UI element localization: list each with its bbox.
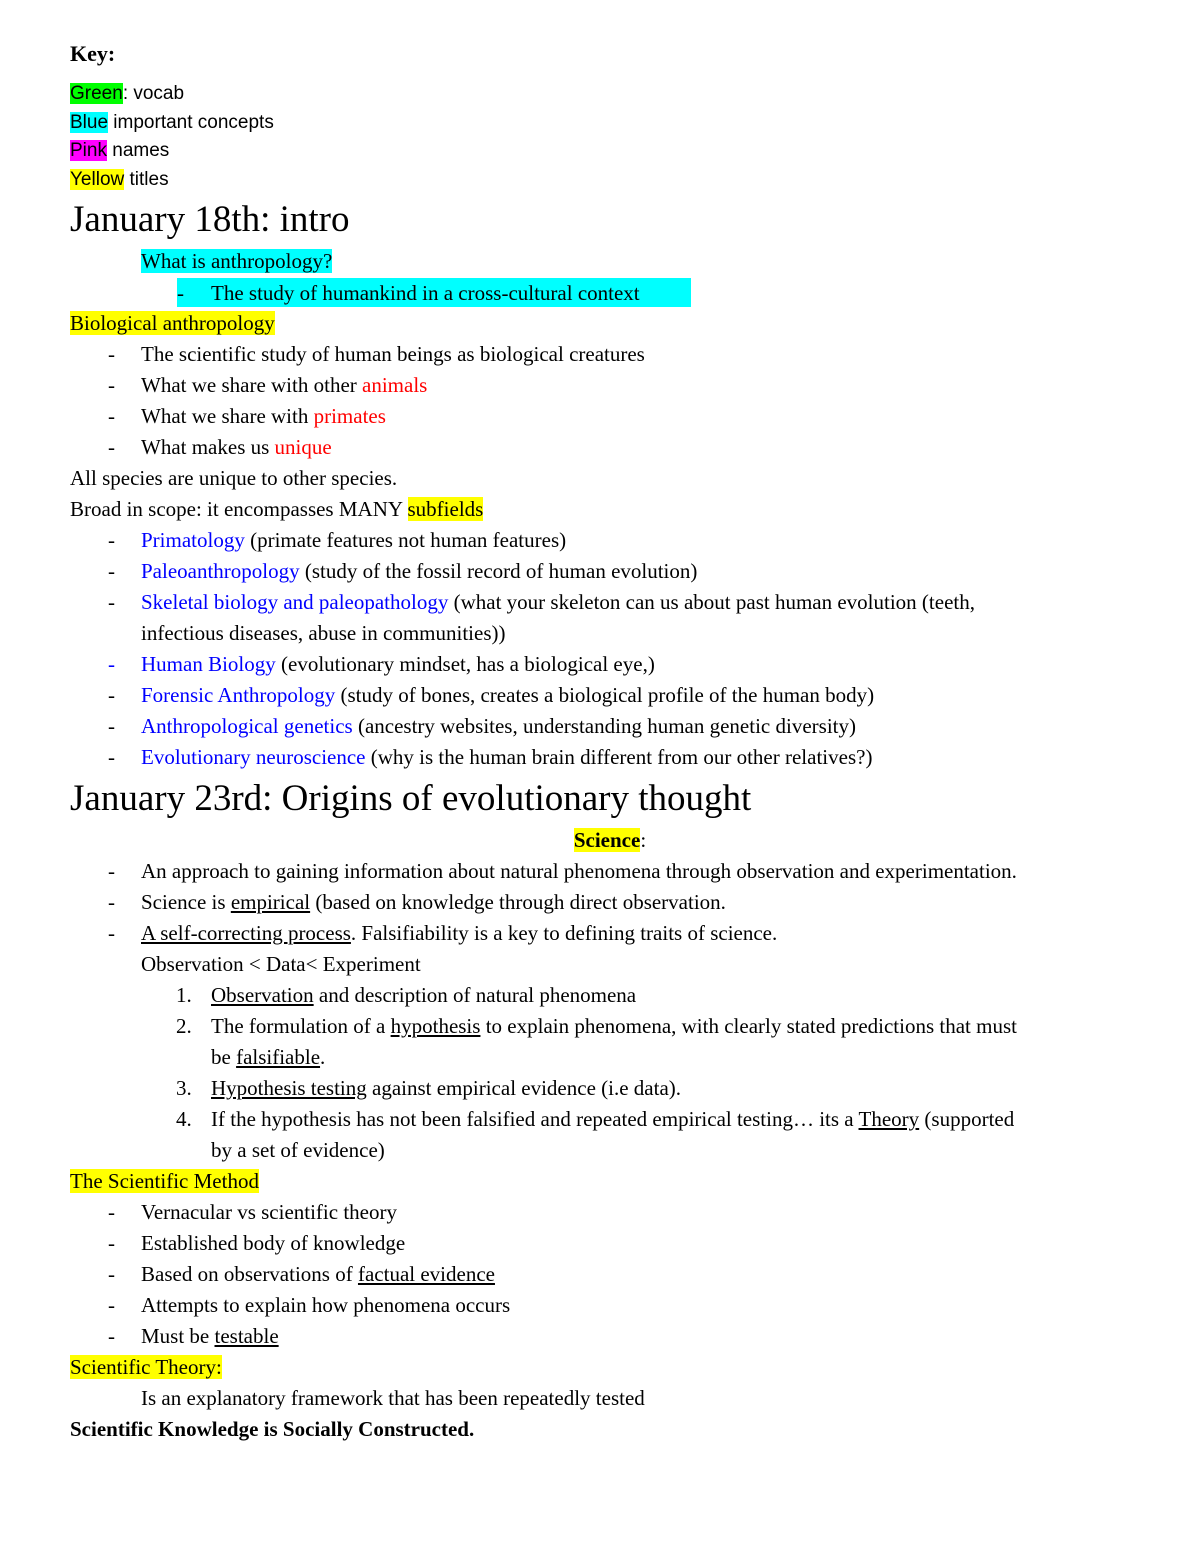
bio-bullet <box>70 370 1150 401</box>
science-bullet <box>70 887 1150 918</box>
science-bullet <box>70 856 1150 887</box>
key-item-yellow <box>70 166 1150 195</box>
bullet-dash: - <box>108 1293 115 1317</box>
subfield-desc: (evolutionary mindset, has a biological eye,) <box>275 652 655 676</box>
bullet-dash: - <box>108 404 115 428</box>
bullet-dash: - <box>108 435 115 459</box>
bullet-dash: - <box>108 714 115 738</box>
bullet-text: Established body of knowledge <box>141 1231 406 1255</box>
step-text-plain: be <box>211 1045 237 1069</box>
key-swatch-blue: Blue <box>70 111 109 133</box>
step-item <box>70 1073 1150 1104</box>
bullet-text <box>141 401 386 432</box>
subfield-item <box>70 587 1150 618</box>
bullet-text-plain: Must be <box>141 1324 215 1348</box>
step-text-plain: against empirical evidence (i.e data). <box>366 1076 682 1100</box>
subfield-desc: (ancestry websites, understanding human genetic diversity) <box>352 714 856 738</box>
subfield-item <box>70 556 1150 587</box>
science-title-colon: : <box>640 828 647 852</box>
bullet-text-plain: . Falsifiability is a key to defining traits of science. <box>350 921 778 945</box>
subfield-continuation: infectious diseases, abuse in communities)) <box>141 621 506 645</box>
answer-highlight <box>177 278 691 307</box>
subfield-text <box>141 525 566 556</box>
method-bullet <box>70 1228 1150 1259</box>
subfield-name: Evolutionary neuroscience <box>141 745 366 769</box>
bullet-text: An approach to gaining information about natural phenomena through observation and experimentation. <box>141 859 1017 883</box>
bullet-dash: - <box>108 1262 115 1286</box>
method-title-text: The Scientific Method <box>70 1169 259 1193</box>
subfield-item <box>70 742 1150 773</box>
step-text-plain: The formulation of a <box>211 1014 391 1038</box>
vocab-underlined: Theory <box>858 1107 920 1131</box>
anthropology-answer <box>70 277 1150 308</box>
bullet-text <box>141 1259 495 1290</box>
subfield-text <box>141 556 697 587</box>
bullet-dash: - <box>108 890 115 914</box>
bullet-text-plain: What we share with <box>141 404 314 428</box>
anthropology-question <box>70 246 1150 277</box>
subfield-text <box>141 649 655 680</box>
bullet-text-red: primates <box>313 404 386 428</box>
vocab-underlined: Hypothesis testing <box>211 1076 367 1100</box>
step-text-plain: to explain phenomena, with clearly stated predictions that must <box>480 1014 1017 1038</box>
bullet-text <box>141 432 332 463</box>
bio-anthro-title-text: Biological anthropology <box>70 311 275 335</box>
bullet-dash: - <box>108 1324 115 1348</box>
step-text-plain: and description of natural phenomena <box>313 983 637 1007</box>
vocab-underlined: testable <box>214 1324 279 1348</box>
step-item <box>70 980 1150 1011</box>
vocab-underlined: falsifiable <box>236 1045 321 1069</box>
bullet-dash: - <box>108 528 115 552</box>
key-swatch-pink: Pink <box>70 140 107 161</box>
subfield-desc: (study of the fossil record of human evolution) <box>299 559 698 583</box>
bullet-text-plain: (based on knowledge through direct observation. <box>310 890 726 914</box>
key-item-green <box>70 80 1150 109</box>
vocab-underlined: empirical <box>230 890 311 914</box>
answer-text: The study of humankind in a cross-cultural context <box>211 281 640 305</box>
bullet-dash: - <box>108 1200 115 1224</box>
method-title <box>70 1166 1150 1197</box>
bullet-dash: - <box>108 921 115 945</box>
step-text <box>211 1073 681 1104</box>
step-number: 3. <box>176 1076 192 1100</box>
question-text: What is anthropology? <box>141 249 333 273</box>
document-page <box>70 36 1150 1445</box>
subfield-item <box>70 525 1150 556</box>
bullet-dash: - <box>108 859 115 883</box>
key-item-pink <box>70 137 1150 166</box>
step-number: 1. <box>176 983 192 1007</box>
closing-statement: Scientific Knowledge is Socially Constructed. <box>70 1417 475 1441</box>
bio-bullet <box>70 339 1150 370</box>
bullet-text <box>141 1321 279 1352</box>
science-title-text: Science <box>573 828 641 852</box>
step-text-plain: If the hypothesis has not been falsified and repeated empirical testing… its a <box>211 1107 859 1131</box>
theory-desc: Is an explanatory framework that has been repeatedly tested <box>141 1386 645 1410</box>
bio-bullet <box>70 401 1150 432</box>
method-bullet <box>70 1321 1150 1352</box>
bullet-dash: - <box>108 342 115 366</box>
subfield-text <box>141 587 975 618</box>
bullet-dash: - <box>108 745 115 769</box>
key-label: : vocab <box>122 83 185 104</box>
step-continuation <box>70 1042 1150 1073</box>
subfield-text <box>141 711 856 742</box>
bullet-text <box>141 887 726 918</box>
key-label: titles <box>124 168 169 190</box>
bullet-text-plain: Based on observations of <box>141 1262 358 1286</box>
species-line: All species are unique to other species. <box>70 466 398 490</box>
step-number: 2. <box>176 1014 192 1038</box>
bullet-dash: - <box>108 590 115 614</box>
subfield-desc: (what your skeleton can us about past human evolution (teeth, <box>448 590 975 614</box>
bullet-text <box>141 918 777 949</box>
step-text <box>211 1011 1017 1042</box>
bullet-text-red: unique <box>274 435 332 459</box>
bio-anthro-title <box>70 308 1150 339</box>
subfield-name: Skeletal biology and paleopathology <box>141 590 449 614</box>
heading-jan18: January 18th: intro <box>70 199 350 240</box>
theory-title-text: Scientific Theory: <box>70 1355 222 1379</box>
subfield-name: Primatology <box>141 528 245 552</box>
subfield-desc: (why is the human brain different from our other relatives?) <box>365 745 873 769</box>
observation-line: Observation < Data< Experiment <box>141 952 421 976</box>
subfield-name: Anthropological genetics <box>141 714 353 738</box>
subfield-text <box>141 742 872 773</box>
subfield-name: Paleoanthropology <box>141 559 300 583</box>
bullet-text <box>141 370 427 401</box>
broad-scope-text: Broad in scope: it encompasses MANY <box>70 497 408 521</box>
bullet-text-red: animals <box>362 373 428 397</box>
step-continuation: by a set of evidence) <box>211 1138 385 1162</box>
vocab-underlined: A self-correcting process <box>141 921 351 945</box>
bullet-dash: - <box>108 559 115 583</box>
bullet-dash: - <box>108 1231 115 1255</box>
bullet-dash: - <box>177 281 184 305</box>
subfield-name: Forensic Anthropology <box>141 683 336 707</box>
bullet-text: The scientific study of human beings as biological creatures <box>141 342 645 366</box>
science-bullet <box>70 918 1150 949</box>
step-text-plain: (supported <box>919 1107 1015 1131</box>
bullet-text: Attempts to explain how phenomena occurs <box>141 1293 511 1317</box>
bullet-text: Vernacular vs scientific theory <box>141 1200 397 1224</box>
subfield-item <box>70 711 1150 742</box>
bullet-text-plain: What makes us <box>141 435 275 459</box>
subfield-item <box>70 680 1150 711</box>
vocab-underlined: hypothesis <box>390 1014 481 1038</box>
subfields-highlight: subfields <box>407 497 484 521</box>
subfield-desc: (study of bones, creates a biological profile of the human body) <box>335 683 875 707</box>
subfield-desc: (primate features not human features) <box>244 528 567 552</box>
science-title <box>70 825 1150 856</box>
bio-bullet <box>70 432 1150 463</box>
key-swatch-green: Green <box>70 83 123 104</box>
step-number: 4. <box>176 1107 192 1131</box>
subfield-text <box>141 680 874 711</box>
key-title: Key: <box>70 41 116 66</box>
bullet-dash: - <box>108 652 115 676</box>
method-bullet <box>70 1197 1150 1228</box>
key-label: names <box>106 140 170 161</box>
bullet-dash: - <box>108 373 115 397</box>
vocab-underlined: Observation <box>211 983 314 1007</box>
step-text <box>211 1104 1014 1135</box>
theory-title <box>70 1352 1150 1383</box>
method-bullet <box>70 1259 1150 1290</box>
heading-jan23: January 23rd: Origins of evolutionary thought <box>70 778 752 819</box>
bullet-dash: - <box>108 683 115 707</box>
method-bullet <box>70 1290 1150 1321</box>
step-item <box>70 1104 1150 1135</box>
subfield-name: Human Biology <box>141 652 276 676</box>
bullet-text-plain: What we share with other <box>141 373 363 397</box>
bullet-text-plain: Science is <box>141 890 231 914</box>
key-item-blue <box>70 109 1150 138</box>
subfield-item <box>70 649 1150 680</box>
step-text <box>211 980 636 1011</box>
key-label: important concepts <box>108 111 274 133</box>
key-swatch-yellow: Yellow <box>70 168 125 190</box>
step-item <box>70 1011 1150 1042</box>
vocab-underlined: factual evidence <box>357 1262 495 1286</box>
step-text-plain: . <box>320 1045 326 1069</box>
broad-scope-line <box>70 494 1150 525</box>
